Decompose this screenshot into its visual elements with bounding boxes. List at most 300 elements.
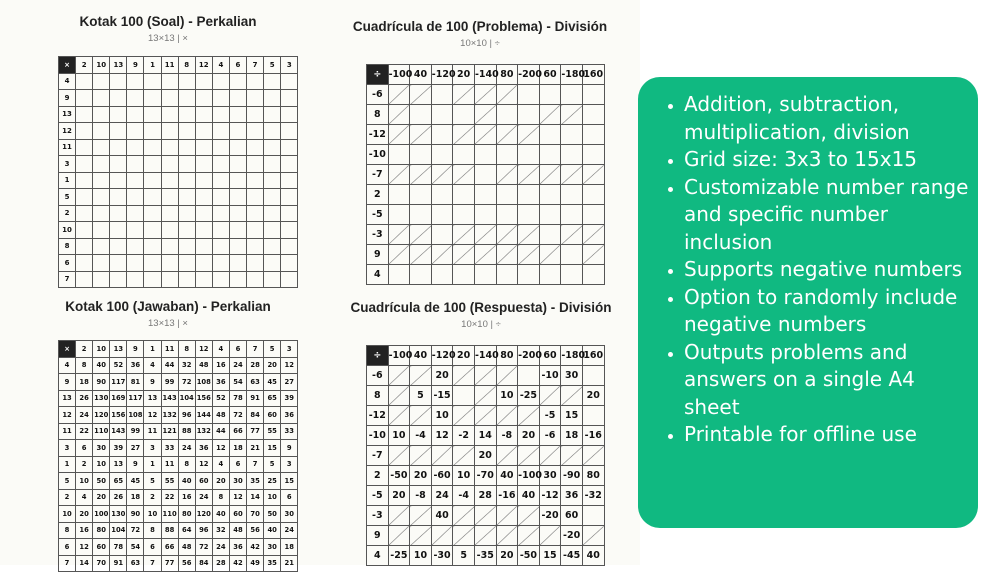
grid-cell <box>161 106 178 123</box>
grid-cell: 20 <box>76 506 93 523</box>
grid-cell: 80 <box>582 466 604 486</box>
grid-cell <box>247 205 264 222</box>
crossed-out-cell <box>474 366 496 386</box>
grid-cell <box>144 73 161 90</box>
grid-cell: -4 <box>453 486 475 506</box>
grid-cell: -4 <box>410 426 432 446</box>
grid-cell <box>247 156 264 173</box>
column-header-cell: -100 <box>388 346 410 366</box>
grid-cell <box>264 139 281 156</box>
grid-cell <box>110 156 127 173</box>
grid-cell: -16 <box>582 426 604 446</box>
grid-cell <box>161 238 178 255</box>
grid-cell: 20 <box>264 357 281 374</box>
column-header-cell: -100 <box>388 65 410 85</box>
column-header-cell: 12 <box>195 341 212 358</box>
grid-row <box>59 440 298 457</box>
grid-cell: 16 <box>212 357 229 374</box>
grid-cell <box>229 73 246 90</box>
grid-cell <box>212 255 229 272</box>
grid-cell <box>178 73 195 90</box>
grid-cell <box>195 271 212 288</box>
grid-cell <box>144 172 161 189</box>
grid-cell <box>264 123 281 140</box>
row-header-cell: 1 <box>59 172 76 189</box>
grid-cell: 33 <box>281 423 298 440</box>
grid-cell: 156 <box>110 407 127 424</box>
grid-cell: -8 <box>410 486 432 506</box>
grid-cell: 16 <box>76 522 93 539</box>
grid-cell <box>281 205 298 222</box>
column-header-cell: 13 <box>110 57 127 74</box>
column-header-cell: 40 <box>410 65 432 85</box>
grid-cell <box>212 90 229 107</box>
grid-cell <box>93 255 110 272</box>
grid-cell: 99 <box>127 423 144 440</box>
row-header-cell: 3 <box>59 156 76 173</box>
grid-cell: 20 <box>496 546 518 566</box>
grid-cell: 104 <box>110 522 127 539</box>
grid-row <box>59 489 298 506</box>
grid-row <box>59 139 298 156</box>
grid-cell: 7 <box>247 456 264 473</box>
grid-cell <box>410 105 432 125</box>
grid-cell <box>518 85 540 105</box>
grid-cell <box>247 255 264 272</box>
grid-row <box>59 423 298 440</box>
grid-cell <box>76 156 93 173</box>
worksheet-division-problem <box>340 19 620 49</box>
grid-cell <box>161 205 178 222</box>
grid-cell <box>229 205 246 222</box>
grid-cell: 1 <box>144 456 161 473</box>
grid-cell: 104 <box>178 390 195 407</box>
grid-cell <box>93 90 110 107</box>
grid-cell: 24 <box>229 357 246 374</box>
grid-row <box>367 426 605 446</box>
grid-cell: 72 <box>127 522 144 539</box>
column-header-cell: 40 <box>410 346 432 366</box>
worksheet-subtitle: 13×13 | × <box>148 33 188 44</box>
column-header-cell: 8 <box>178 57 195 74</box>
grid-cell: 8 <box>178 456 195 473</box>
crossed-out-cell <box>518 526 540 546</box>
crossed-out-cell <box>582 446 604 466</box>
grid-cell <box>388 265 410 285</box>
worksheet-title: Cuadrícula de 100 (Respuesta) - División <box>350 300 612 315</box>
row-header-cell: 13 <box>59 390 76 407</box>
row-header-cell: 6 <box>59 255 76 272</box>
grid-cell: 9 <box>281 440 298 457</box>
grid-row <box>367 105 605 125</box>
column-header-cell: -120 <box>431 65 453 85</box>
grid-cell: 40 <box>431 506 453 526</box>
crossed-out-cell <box>410 245 432 265</box>
grid-cell <box>195 139 212 156</box>
grid-cell <box>127 205 144 222</box>
grid-cell: -20 <box>539 506 561 526</box>
grid-row <box>59 522 298 539</box>
grid-cell <box>127 271 144 288</box>
grid-row <box>59 189 298 206</box>
grid-cell: -90 <box>561 466 583 486</box>
grid-cell <box>229 106 246 123</box>
grid-cell <box>264 205 281 222</box>
grid-cell <box>247 139 264 156</box>
grid-cell: 36 <box>561 486 583 506</box>
grid-cell: 55 <box>264 423 281 440</box>
operator-cell: ÷ <box>367 346 389 366</box>
grid-cell: 20 <box>93 489 110 506</box>
grid-cell <box>264 106 281 123</box>
grid-cell: 78 <box>110 539 127 556</box>
grid-cell: -15 <box>431 386 453 406</box>
crossed-out-cell <box>453 406 475 426</box>
grid-cell: 28 <box>247 357 264 374</box>
column-header-cell: 11 <box>161 341 178 358</box>
grid-cell: 56 <box>247 522 264 539</box>
grid-cell <box>496 105 518 125</box>
grid-cell: 36 <box>229 539 246 556</box>
column-header-cell: -140 <box>474 65 496 85</box>
grid-cell: 50 <box>93 473 110 490</box>
crossed-out-cell <box>474 506 496 526</box>
grid-cell: 24 <box>281 522 298 539</box>
grid-cell: 80 <box>178 506 195 523</box>
multiplication-answer-grid <box>58 340 298 572</box>
grid-cell: 49 <box>247 555 264 572</box>
crossed-out-cell <box>388 165 410 185</box>
grid-cell: -60 <box>431 466 453 486</box>
grid-table <box>58 56 298 288</box>
grid-cell: 143 <box>110 423 127 440</box>
grid-cell <box>474 265 496 285</box>
crossed-out-cell <box>410 125 432 145</box>
grid-cell <box>93 73 110 90</box>
grid-cell: 22 <box>161 489 178 506</box>
grid-table <box>58 340 298 572</box>
crossed-out-cell <box>410 526 432 546</box>
grid-cell <box>76 139 93 156</box>
grid-cell <box>582 185 604 205</box>
grid-cell <box>474 165 496 185</box>
grid-cell <box>453 145 475 165</box>
operator-cell: ÷ <box>367 65 389 85</box>
grid-cell <box>195 73 212 90</box>
crossed-out-cell <box>431 245 453 265</box>
grid-cell <box>212 156 229 173</box>
grid-cell <box>178 189 195 206</box>
grid-cell <box>161 255 178 272</box>
grid-cell: 39 <box>110 440 127 457</box>
grid-cell <box>582 105 604 125</box>
grid-cell: 54 <box>229 374 246 391</box>
worksheet-title: Cuadrícula de 100 (Problema) - División <box>352 19 608 34</box>
grid-cell <box>144 222 161 239</box>
column-header-cell: -120 <box>431 346 453 366</box>
grid-cell <box>496 185 518 205</box>
grid-cell: 42 <box>247 539 264 556</box>
crossed-out-cell <box>561 165 583 185</box>
grid-cell <box>229 123 246 140</box>
grid-cell: 13 <box>110 456 127 473</box>
grid-cell <box>281 271 298 288</box>
crossed-out-cell <box>518 506 540 526</box>
grid-cell: 12 <box>281 357 298 374</box>
crossed-out-cell <box>474 386 496 406</box>
grid-cell <box>582 366 604 386</box>
grid-cell <box>264 238 281 255</box>
grid-cell <box>229 238 246 255</box>
grid-cell <box>281 222 298 239</box>
grid-cell <box>247 106 264 123</box>
grid-cell <box>178 205 195 222</box>
row-header-cell: 10 <box>59 506 76 523</box>
crossed-out-cell <box>496 406 518 426</box>
column-header-cell: 3 <box>281 341 298 358</box>
grid-cell <box>212 123 229 140</box>
grid-cell <box>161 222 178 239</box>
grid-cell <box>453 386 475 406</box>
grid-cell <box>93 106 110 123</box>
grid-cell: 15 <box>281 473 298 490</box>
worksheet-subtitle: 13×13 | × <box>148 318 188 329</box>
grid-cell: 100 <box>93 506 110 523</box>
grid-cell <box>178 172 195 189</box>
grid-cell <box>161 172 178 189</box>
feature-item: • Customizable number range and specific number inclusion <box>684 174 970 257</box>
grid-cell: 10 <box>76 473 93 490</box>
grid-cell <box>229 156 246 173</box>
crossed-out-cell <box>582 165 604 185</box>
crossed-out-cell <box>496 526 518 546</box>
grid-cell <box>110 90 127 107</box>
column-header-cell: 20 <box>453 65 475 85</box>
grid-cell: -8 <box>496 426 518 446</box>
grid-cell: 108 <box>127 407 144 424</box>
row-header-cell: -3 <box>367 506 389 526</box>
grid-cell <box>431 205 453 225</box>
grid-cell: 45 <box>127 473 144 490</box>
row-header-cell: 9 <box>59 90 76 107</box>
grid-cell <box>195 90 212 107</box>
grid-header-row <box>367 65 605 85</box>
crossed-out-cell <box>496 225 518 245</box>
crossed-out-cell <box>518 245 540 265</box>
grid-cell <box>212 139 229 156</box>
grid-cell: 21 <box>247 440 264 457</box>
crossed-out-cell <box>474 125 496 145</box>
grid-cell <box>110 73 127 90</box>
column-header-cell: 9 <box>127 57 144 74</box>
grid-cell <box>212 222 229 239</box>
grid-cell <box>281 123 298 140</box>
grid-cell: 117 <box>127 390 144 407</box>
grid-cell <box>582 265 604 285</box>
grid-cell: 91 <box>110 555 127 572</box>
grid-cell <box>110 222 127 239</box>
grid-cell <box>212 73 229 90</box>
grid-cell <box>410 185 432 205</box>
feature-item: • Supports negative numbers <box>684 256 970 284</box>
crossed-out-cell <box>518 446 540 466</box>
grid-cell <box>561 265 583 285</box>
grid-cell <box>127 189 144 206</box>
grid-cell: 18 <box>76 374 93 391</box>
grid-cell: 120 <box>93 407 110 424</box>
crossed-out-cell <box>496 125 518 145</box>
grid-cell <box>195 189 212 206</box>
grid-cell: 9 <box>127 456 144 473</box>
grid-cell <box>144 106 161 123</box>
grid-cell <box>474 205 496 225</box>
grid-cell <box>518 185 540 205</box>
grid-row <box>367 125 605 145</box>
grid-cell: 10 <box>431 406 453 426</box>
grid-cell <box>195 123 212 140</box>
row-header-cell: 4 <box>59 73 76 90</box>
grid-cell <box>110 139 127 156</box>
column-header-cell: 80 <box>496 65 518 85</box>
grid-cell: 20 <box>582 386 604 406</box>
row-header-cell: 8 <box>59 522 76 539</box>
crossed-out-cell <box>539 446 561 466</box>
grid-row <box>59 255 298 272</box>
row-header-cell: 2 <box>367 466 389 486</box>
grid-cell <box>281 255 298 272</box>
grid-cell <box>178 123 195 140</box>
grid-cell <box>212 238 229 255</box>
grid-cell: 10 <box>264 489 281 506</box>
crossed-out-cell <box>539 165 561 185</box>
crossed-out-cell <box>453 165 475 185</box>
grid-cell: 12 <box>212 440 229 457</box>
crossed-out-cell <box>410 506 432 526</box>
crossed-out-cell <box>474 105 496 125</box>
grid-cell: 36 <box>195 440 212 457</box>
column-header-cell: 20 <box>453 346 475 366</box>
grid-cell: 48 <box>195 357 212 374</box>
grid-cell: 121 <box>161 423 178 440</box>
grid-cell <box>496 145 518 165</box>
crossed-out-cell <box>453 506 475 526</box>
column-header-cell: 7 <box>247 341 264 358</box>
grid-cell <box>264 172 281 189</box>
grid-cell: 15 <box>264 440 281 457</box>
grid-cell <box>410 205 432 225</box>
grid-cell: 50 <box>264 506 281 523</box>
grid-header-row <box>59 341 298 358</box>
grid-cell <box>161 90 178 107</box>
grid-cell <box>474 145 496 165</box>
grid-cell <box>144 139 161 156</box>
row-header-cell: 2 <box>59 489 76 506</box>
grid-cell: 42 <box>229 555 246 572</box>
grid-cell: 24 <box>76 407 93 424</box>
row-header-cell: 7 <box>59 271 76 288</box>
grid-cell <box>539 145 561 165</box>
grid-cell <box>561 125 583 145</box>
column-header-cell: 160 <box>582 65 604 85</box>
grid-cell: 84 <box>195 555 212 572</box>
grid-cell <box>195 238 212 255</box>
crossed-out-cell <box>582 225 604 245</box>
row-header-cell: 9 <box>59 374 76 391</box>
grid-cell: 10 <box>388 426 410 446</box>
row-header-cell: 1 <box>59 456 76 473</box>
grid-cell <box>93 189 110 206</box>
operator-cell: × <box>59 341 76 358</box>
grid-cell: 14 <box>247 489 264 506</box>
grid-cell: 32 <box>178 357 195 374</box>
worksheet-subtitle: 10×10 | ÷ <box>461 319 501 330</box>
grid-row <box>59 123 298 140</box>
grid-cell <box>144 238 161 255</box>
grid-row <box>59 106 298 123</box>
grid-cell: -5 <box>539 406 561 426</box>
grid-cell: 8 <box>144 522 161 539</box>
grid-cell: 3 <box>281 456 298 473</box>
grid-cell <box>431 125 453 145</box>
crossed-out-cell <box>388 526 410 546</box>
column-header-cell: 2 <box>76 57 93 74</box>
grid-row <box>59 374 298 391</box>
column-header-cell: 8 <box>178 341 195 358</box>
grid-cell <box>178 255 195 272</box>
grid-cell <box>144 90 161 107</box>
grid-row <box>367 245 605 265</box>
grid-cell: 26 <box>76 390 93 407</box>
grid-cell <box>110 238 127 255</box>
grid-cell <box>144 156 161 173</box>
grid-cell: -35 <box>474 546 496 566</box>
grid-row <box>367 165 605 185</box>
grid-cell: 10 <box>410 546 432 566</box>
grid-cell: -50 <box>518 546 540 566</box>
grid-cell <box>144 205 161 222</box>
grid-cell: 144 <box>195 407 212 424</box>
row-header-cell: -5 <box>367 205 389 225</box>
grid-cell: 48 <box>178 539 195 556</box>
grid-cell <box>281 139 298 156</box>
grid-cell: 3 <box>144 440 161 457</box>
grid-cell: 36 <box>127 357 144 374</box>
grid-cell: 40 <box>178 473 195 490</box>
grid-cell <box>110 172 127 189</box>
grid-cell <box>561 245 583 265</box>
grid-cell <box>212 271 229 288</box>
grid-cell <box>178 90 195 107</box>
grid-cell <box>518 265 540 285</box>
grid-row <box>367 526 605 546</box>
grid-header-row <box>59 57 298 74</box>
row-header-cell: -12 <box>367 125 389 145</box>
grid-cell: 60 <box>195 473 212 490</box>
grid-cell <box>539 225 561 245</box>
grid-cell <box>264 156 281 173</box>
row-header-cell: 2 <box>367 185 389 205</box>
grid-cell <box>178 222 195 239</box>
row-header-cell: 4 <box>59 357 76 374</box>
grid-cell: 10 <box>453 466 475 486</box>
grid-cell: 28 <box>212 555 229 572</box>
grid-row <box>367 486 605 506</box>
grid-cell: 40 <box>518 486 540 506</box>
grid-cell <box>264 222 281 239</box>
grid-row <box>367 185 605 205</box>
grid-cell: -12 <box>539 486 561 506</box>
grid-cell <box>76 271 93 288</box>
